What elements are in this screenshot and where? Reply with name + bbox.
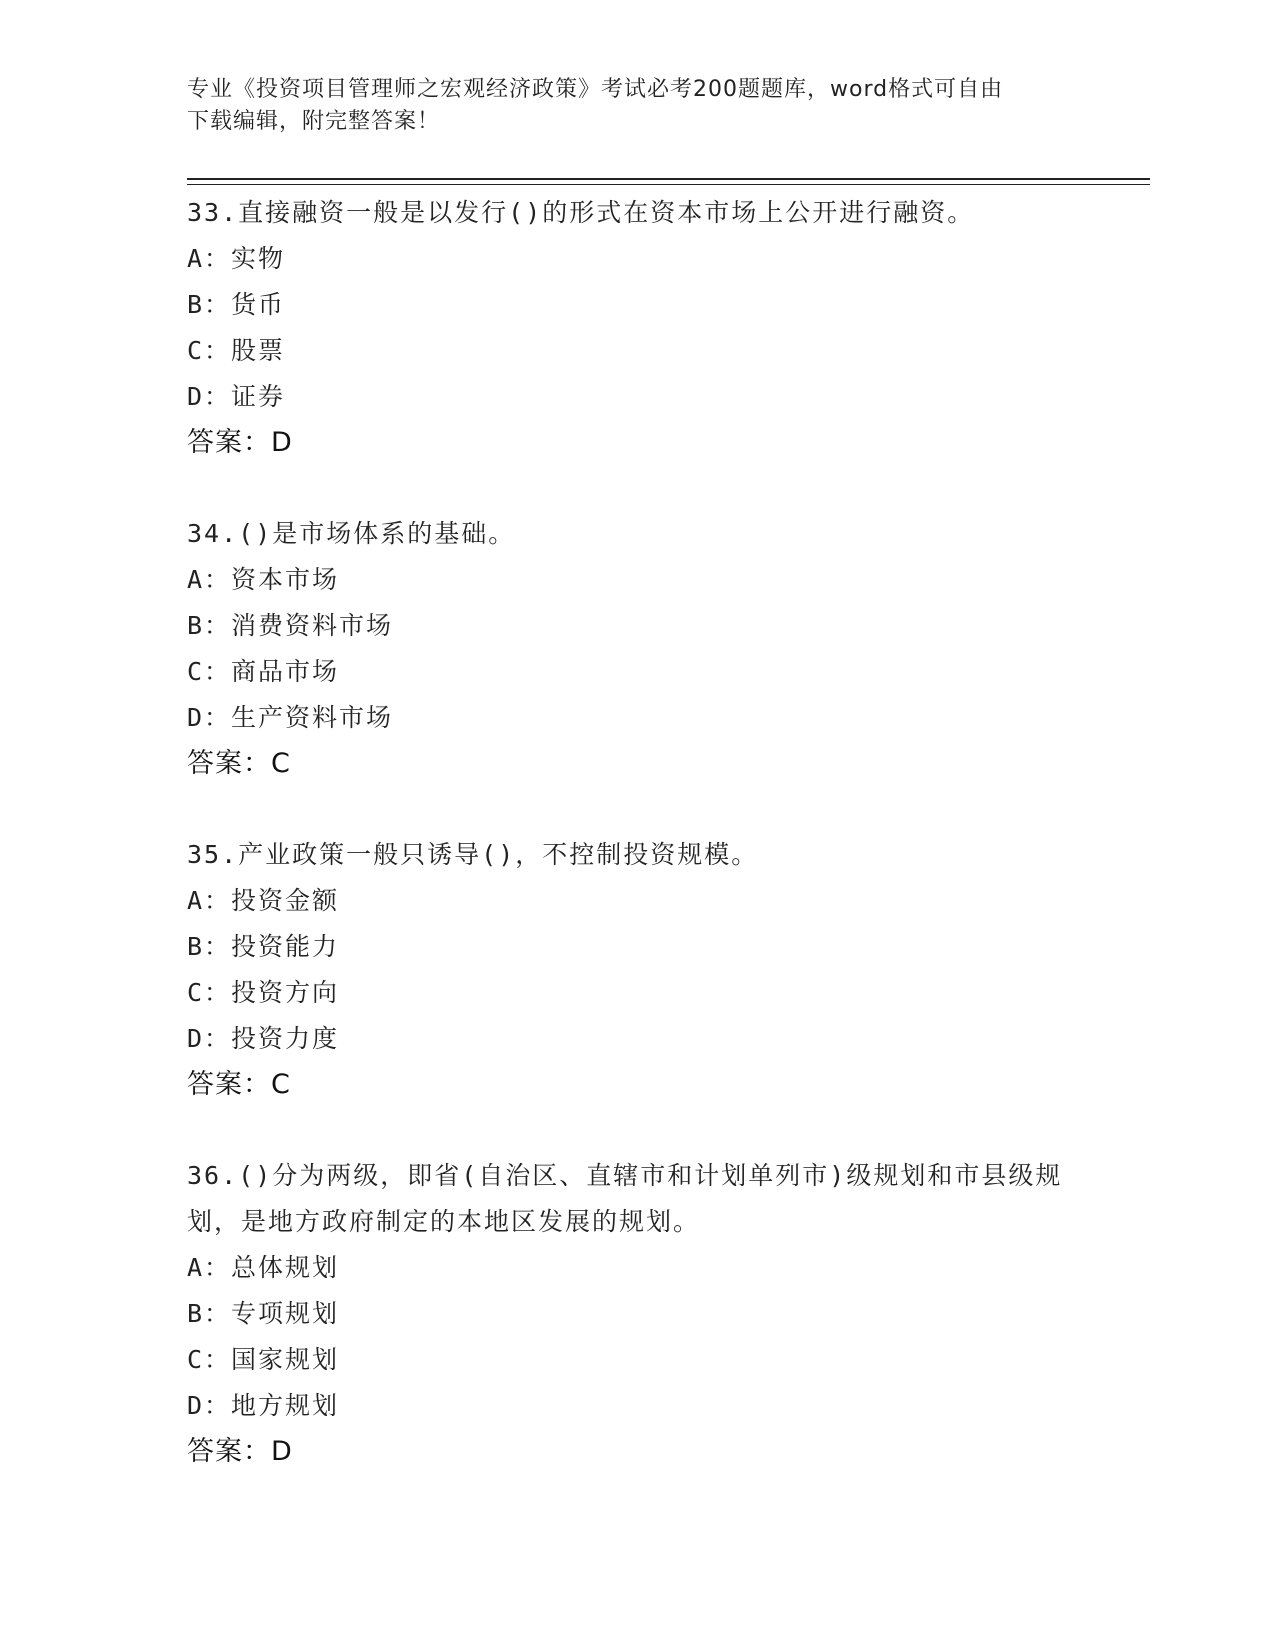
option-a	[187, 236, 1150, 282]
question-stem: 35.产业政策一般只诱导()，不控制投资规模。	[187, 840, 759, 869]
header-line-1: 专业《投资项目管理师之宏观经济政策》考试必考200题题库，word格式可自由	[187, 77, 1004, 102]
option-text: 实物	[231, 244, 286, 273]
option-d	[187, 695, 1150, 741]
option-letter: A：	[187, 886, 232, 915]
option-d	[187, 374, 1150, 420]
question-stem: 34.()是市场体系的基础。	[187, 519, 516, 548]
option-text: 投资方向	[231, 978, 340, 1007]
question-35	[187, 832, 1150, 1108]
option-a	[187, 1245, 1150, 1291]
question-34	[187, 511, 1150, 787]
option-text: 地方规划	[231, 1391, 340, 1420]
option-letter: B：	[187, 1299, 232, 1328]
answer-line: 答案：C	[187, 1069, 291, 1100]
answer-line: 答案：D	[187, 1436, 293, 1467]
option-letter: D：	[187, 1024, 232, 1053]
answer-line: 答案：C	[187, 748, 291, 779]
option-letter: D：	[187, 703, 232, 732]
header-rule-thick	[187, 178, 1150, 180]
option-letter: C：	[187, 336, 232, 365]
option-letter: C：	[187, 657, 232, 686]
option-c	[187, 649, 1150, 695]
question-36	[187, 1153, 1150, 1475]
header-rule-thin	[187, 184, 1150, 185]
option-d	[187, 1016, 1150, 1062]
option-b	[187, 924, 1150, 970]
option-c	[187, 328, 1150, 374]
option-letter: A：	[187, 244, 232, 273]
option-text: 证券	[231, 382, 286, 411]
answer-line: 答案：D	[187, 427, 293, 458]
option-letter: D：	[187, 382, 232, 411]
option-c	[187, 1337, 1150, 1383]
option-letter: C：	[187, 1345, 232, 1374]
header-line-2: 下载编辑，附完整答案！	[187, 109, 441, 134]
option-b	[187, 603, 1150, 649]
option-letter: A：	[187, 565, 232, 594]
option-text: 消费资料市场	[231, 611, 394, 640]
option-text: 投资力度	[231, 1024, 340, 1053]
option-c	[187, 970, 1150, 1016]
option-text: 投资金额	[231, 886, 340, 915]
question-stem: 33.直接融资一般是以发行()的形式在资本市场上公开进行融资。	[187, 198, 975, 227]
option-letter: B：	[187, 611, 232, 640]
option-text: 专项规划	[231, 1299, 340, 1328]
option-text: 资本市场	[231, 565, 340, 594]
option-text: 股票	[231, 336, 286, 365]
option-letter: A：	[187, 1253, 232, 1282]
option-b	[187, 1291, 1150, 1337]
option-text: 生产资料市场	[231, 703, 394, 732]
question-33	[187, 190, 1150, 466]
option-text: 商品市场	[231, 657, 340, 686]
document-page	[187, 0, 1150, 1650]
option-letter: B：	[187, 932, 232, 961]
option-letter: C：	[187, 978, 232, 1007]
option-a	[187, 878, 1150, 924]
option-text: 国家规划	[231, 1345, 340, 1374]
option-b	[187, 282, 1150, 328]
option-a	[187, 557, 1150, 603]
option-d	[187, 1383, 1150, 1429]
question-list	[187, 190, 1150, 1520]
option-text: 货币	[231, 290, 286, 319]
option-text: 投资能力	[231, 932, 340, 961]
option-letter: B：	[187, 290, 232, 319]
question-stem: 36.()分为两级，即省(自治区、直辖市和计划单列市)级规划和市县级规划，是地方政府制定的本地区发展的规划。	[187, 1161, 1063, 1236]
option-text: 总体规划	[231, 1253, 340, 1282]
option-letter: D：	[187, 1391, 232, 1420]
document-header	[187, 74, 1067, 138]
